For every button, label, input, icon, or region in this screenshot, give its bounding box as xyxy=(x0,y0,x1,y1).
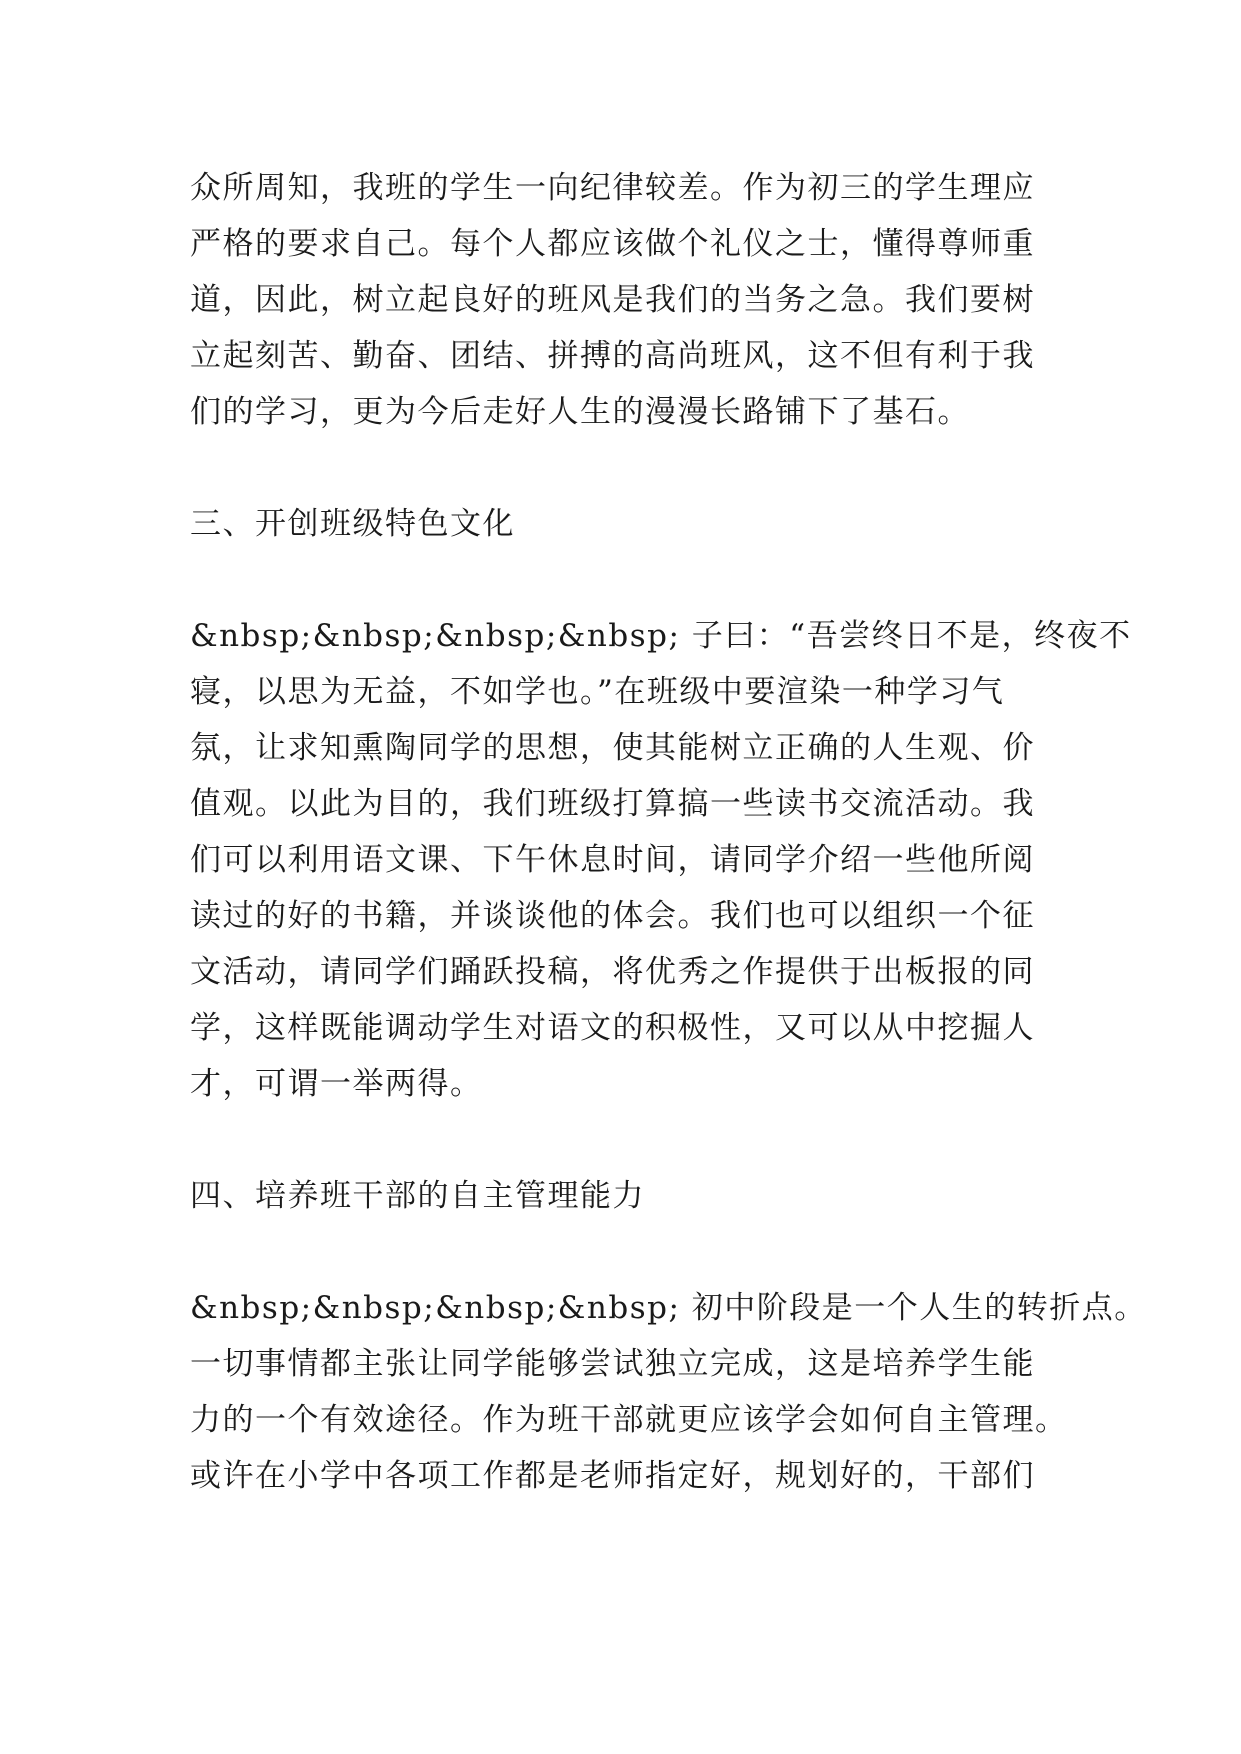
paragraph-spacer xyxy=(190,552,1060,608)
section-heading-4: 四、培养班干部的自主管理能力 xyxy=(190,1178,645,1214)
text-line: 或许在小学中各项工作都是老师指定好，规划好的，干部们 xyxy=(190,1458,1035,1494)
paragraph-spacer xyxy=(190,1112,1060,1168)
text-line: 值观。以此为目的，我们班级打算搞一些读书交流活动。我 xyxy=(190,786,1035,822)
paragraph-class-discipline xyxy=(190,160,1060,440)
text-line: 学，这样既能调动学生对语文的积极性，又可以从中挖掘人 xyxy=(190,1010,1035,1046)
text-line: 们的学习，更为今后走好人生的漫漫长路铺下了基石。 xyxy=(190,394,970,430)
text-line: &nbsp;&nbsp;&nbsp;&nbsp; 子曰：“吾尝终日不是，终夜不 xyxy=(190,618,1132,654)
text-line: 才，可谓一举两得。 xyxy=(190,1066,483,1102)
text-line: 一切事情都主张让同学能够尝试独立完成，这是培养学生能 xyxy=(190,1346,1035,1382)
paragraph-class-culture xyxy=(190,608,1132,1112)
text-line: 道，因此，树立起良好的班风是我们的当务之急。我们要树 xyxy=(190,282,1035,318)
text-line: 氛，让求知熏陶同学的思想，使其能树立正确的人生观、价 xyxy=(190,730,1035,766)
text-line: 们可以利用语文课、下午休息时间，请同学介绍一些他所阅 xyxy=(190,842,1035,878)
paragraph-spacer xyxy=(190,440,1060,496)
text-line: 立起刻苦、勤奋、团结、拼搏的高尚班风，这不但有利于我 xyxy=(190,338,1035,374)
text-line: 严格的要求自己。每个人都应该做个礼仪之士，懂得尊师重 xyxy=(190,226,1035,262)
paragraph-spacer xyxy=(190,1224,1060,1280)
document-body xyxy=(190,160,1147,1504)
text-line: 读过的好的书籍，并谈谈他的体会。我们也可以组织一个征 xyxy=(190,898,1035,934)
text-line: 寝，以思为无益，不如学也。”在班级中要渲染一种学习气 xyxy=(190,674,1005,710)
text-line: &nbsp;&nbsp;&nbsp;&nbsp; 初中阶段是一个人生的转折点。 xyxy=(190,1290,1147,1326)
section-heading-3: 三、开创班级特色文化 xyxy=(190,506,515,542)
text-line: 力的一个有效途径。作为班干部就更应该学会如何自主管理。 xyxy=(190,1402,1068,1438)
paragraph-cadre-management xyxy=(190,1280,1147,1504)
text-line: 众所周知，我班的学生一向纪律较差。作为初三的学生理应 xyxy=(190,170,1035,206)
text-line: 文活动，请同学们踊跃投稿，将优秀之作提供于出板报的同 xyxy=(190,954,1035,990)
